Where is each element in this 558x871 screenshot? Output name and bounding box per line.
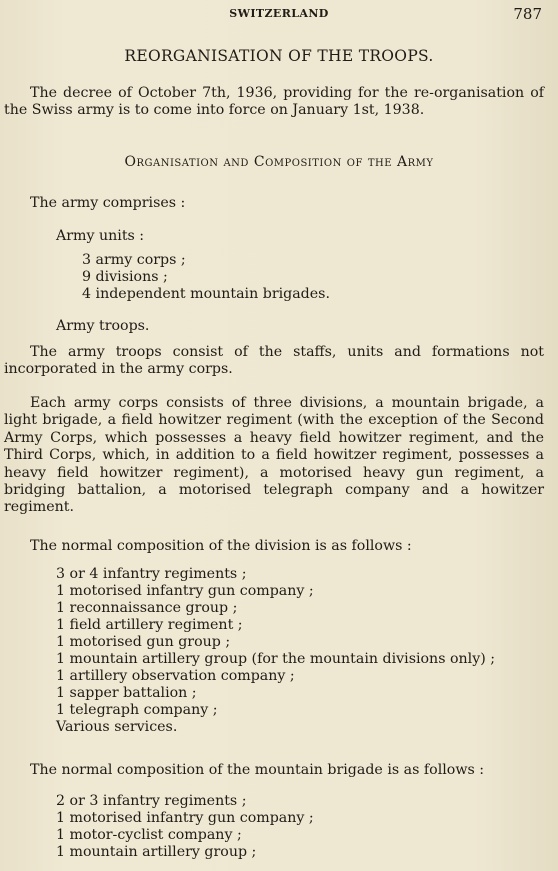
brigade-intro: The normal composition of the mountain brigade is as follows : (30, 762, 485, 778)
list-item: 1 reconnaissance group ; (56, 600, 238, 616)
intro-paragraph: The decree of October 7th, 1936, providing for the re-organisation of the Swiss army is to come into force on January 1st, 1938. (4, 85, 544, 118)
list-item: 2 or 3 infantry regiments ; (56, 793, 247, 809)
page-number: 787 (513, 5, 542, 23)
list-item: 1 telegraph company ; (56, 702, 218, 718)
list-item: 1 artillery observation company ; (56, 668, 295, 684)
list-item: 1 field artillery regiment ; (56, 617, 243, 633)
list-item: 3 or 4 infantry regiments ; (56, 566, 247, 582)
list-item: 1 mountain artillery group (for the mountain divisions only) ; (56, 651, 496, 667)
page-header (0, 5, 558, 25)
army-troops-label: Army troops. (56, 318, 150, 334)
list-item: 1 motorised infantry gun company ; (56, 810, 314, 826)
list-item: 1 motorised infantry gun company ; (56, 583, 314, 599)
division-intro: The normal composition of the division is as follows : (30, 538, 412, 554)
page-title: REORGANISATION OF THE TROOPS. (124, 47, 434, 65)
army-units-label: Army units : (56, 228, 145, 244)
division-list (56, 566, 495, 736)
corps-paragraph: Each army corps consists of three divisions, a mountain brigade, a light brigade, a field howitzer regiment (with the exception of the Second Army Corps, which possesses a heavy field howitzer regiment, and the Third Corps, which, in addition to a field howitzer regiment, possesses a heavy field howitzer regiment), a motorised heavy gun regiment, a bridging battalion, a motorised telegraph company and a howitzer regiment. (4, 395, 544, 516)
list-item: Various services. (56, 719, 178, 735)
list-item: 1 sapper battalion ; (56, 685, 197, 701)
army-units-list (82, 252, 330, 303)
list-item: 9 divisions ; (82, 269, 168, 285)
list-item: 1 motor-cyclist company ; (56, 827, 242, 843)
list-item: 3 army corps ; (82, 252, 186, 268)
list-item: 4 independent mountain brigades. (82, 286, 330, 302)
running-title: SWITZERLAND (229, 7, 329, 20)
list-item: 1 mountain artillery group ; (56, 844, 257, 860)
army-comprises-text: The army comprises : (30, 195, 186, 211)
section-heading: Organisation and Composition of the Army (124, 154, 434, 170)
list-item: 1 motorised gun group ; (56, 634, 231, 650)
army-troops-paragraph: The army troops consist of the staffs, units and formations not incorporated in the army corps. (4, 344, 544, 377)
brigade-list (56, 793, 314, 861)
